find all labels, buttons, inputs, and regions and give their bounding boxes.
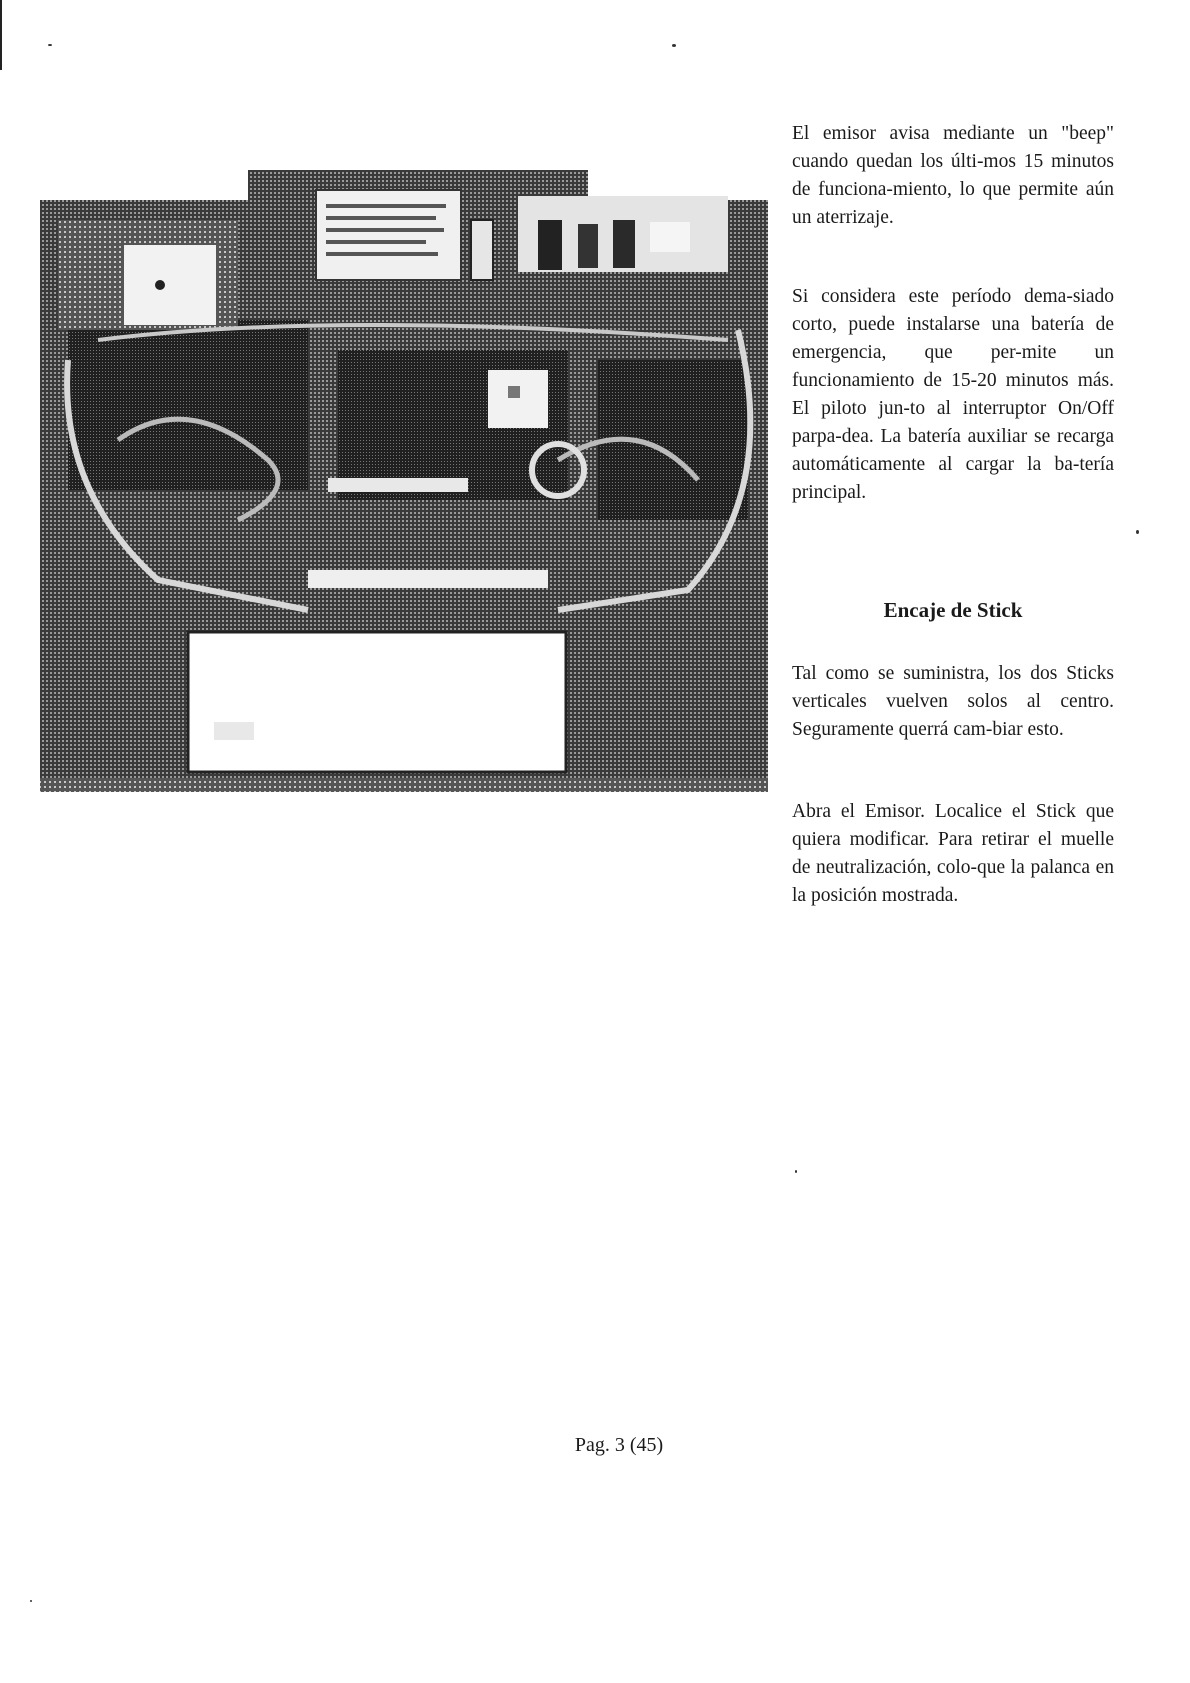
page-edge-mark [0,0,2,70]
page-number: Pag. 3 (45) [574,1434,664,1456]
paragraph-beep-warning: El emisor avisa mediante un "beep" cuando quedan los últi-mos 15 minutos de funciona-miento, lo que permite aún un aterrizaje. [792,123,1114,228]
scan-speck [1136,530,1139,534]
scan-speck [48,44,52,46]
paragraph-open-transmitter: Abra el Emisor. Localice el Stick que quiera modificar. Para retirar el muelle de neutralización, colo-que la palanca en la posición mostrada. [792,801,1114,906]
paragraph-emergency-battery: Si considera este período dema-siado corto, puede instalarse una batería de emergencia, que per-mite un funcionamiento de 15-20 minutos más. El piloto jun-to al interruptor On/Off parpa-dea. La batería auxiliar se recarga automáticamente al cargar la ba-tería principal. [792,286,1114,503]
scan-speck [672,44,676,47]
scan-speck [30,1600,32,1602]
paragraph-stick-default: Tal como se suministra, los dos Sticks verticales vuelven solos al centro. Seguramente querrá cam-biar esto. [792,663,1114,740]
scan-speck [795,1170,797,1173]
section-heading: Encaje de Stick [883,598,1023,622]
circuit-board-photo [38,160,770,822]
